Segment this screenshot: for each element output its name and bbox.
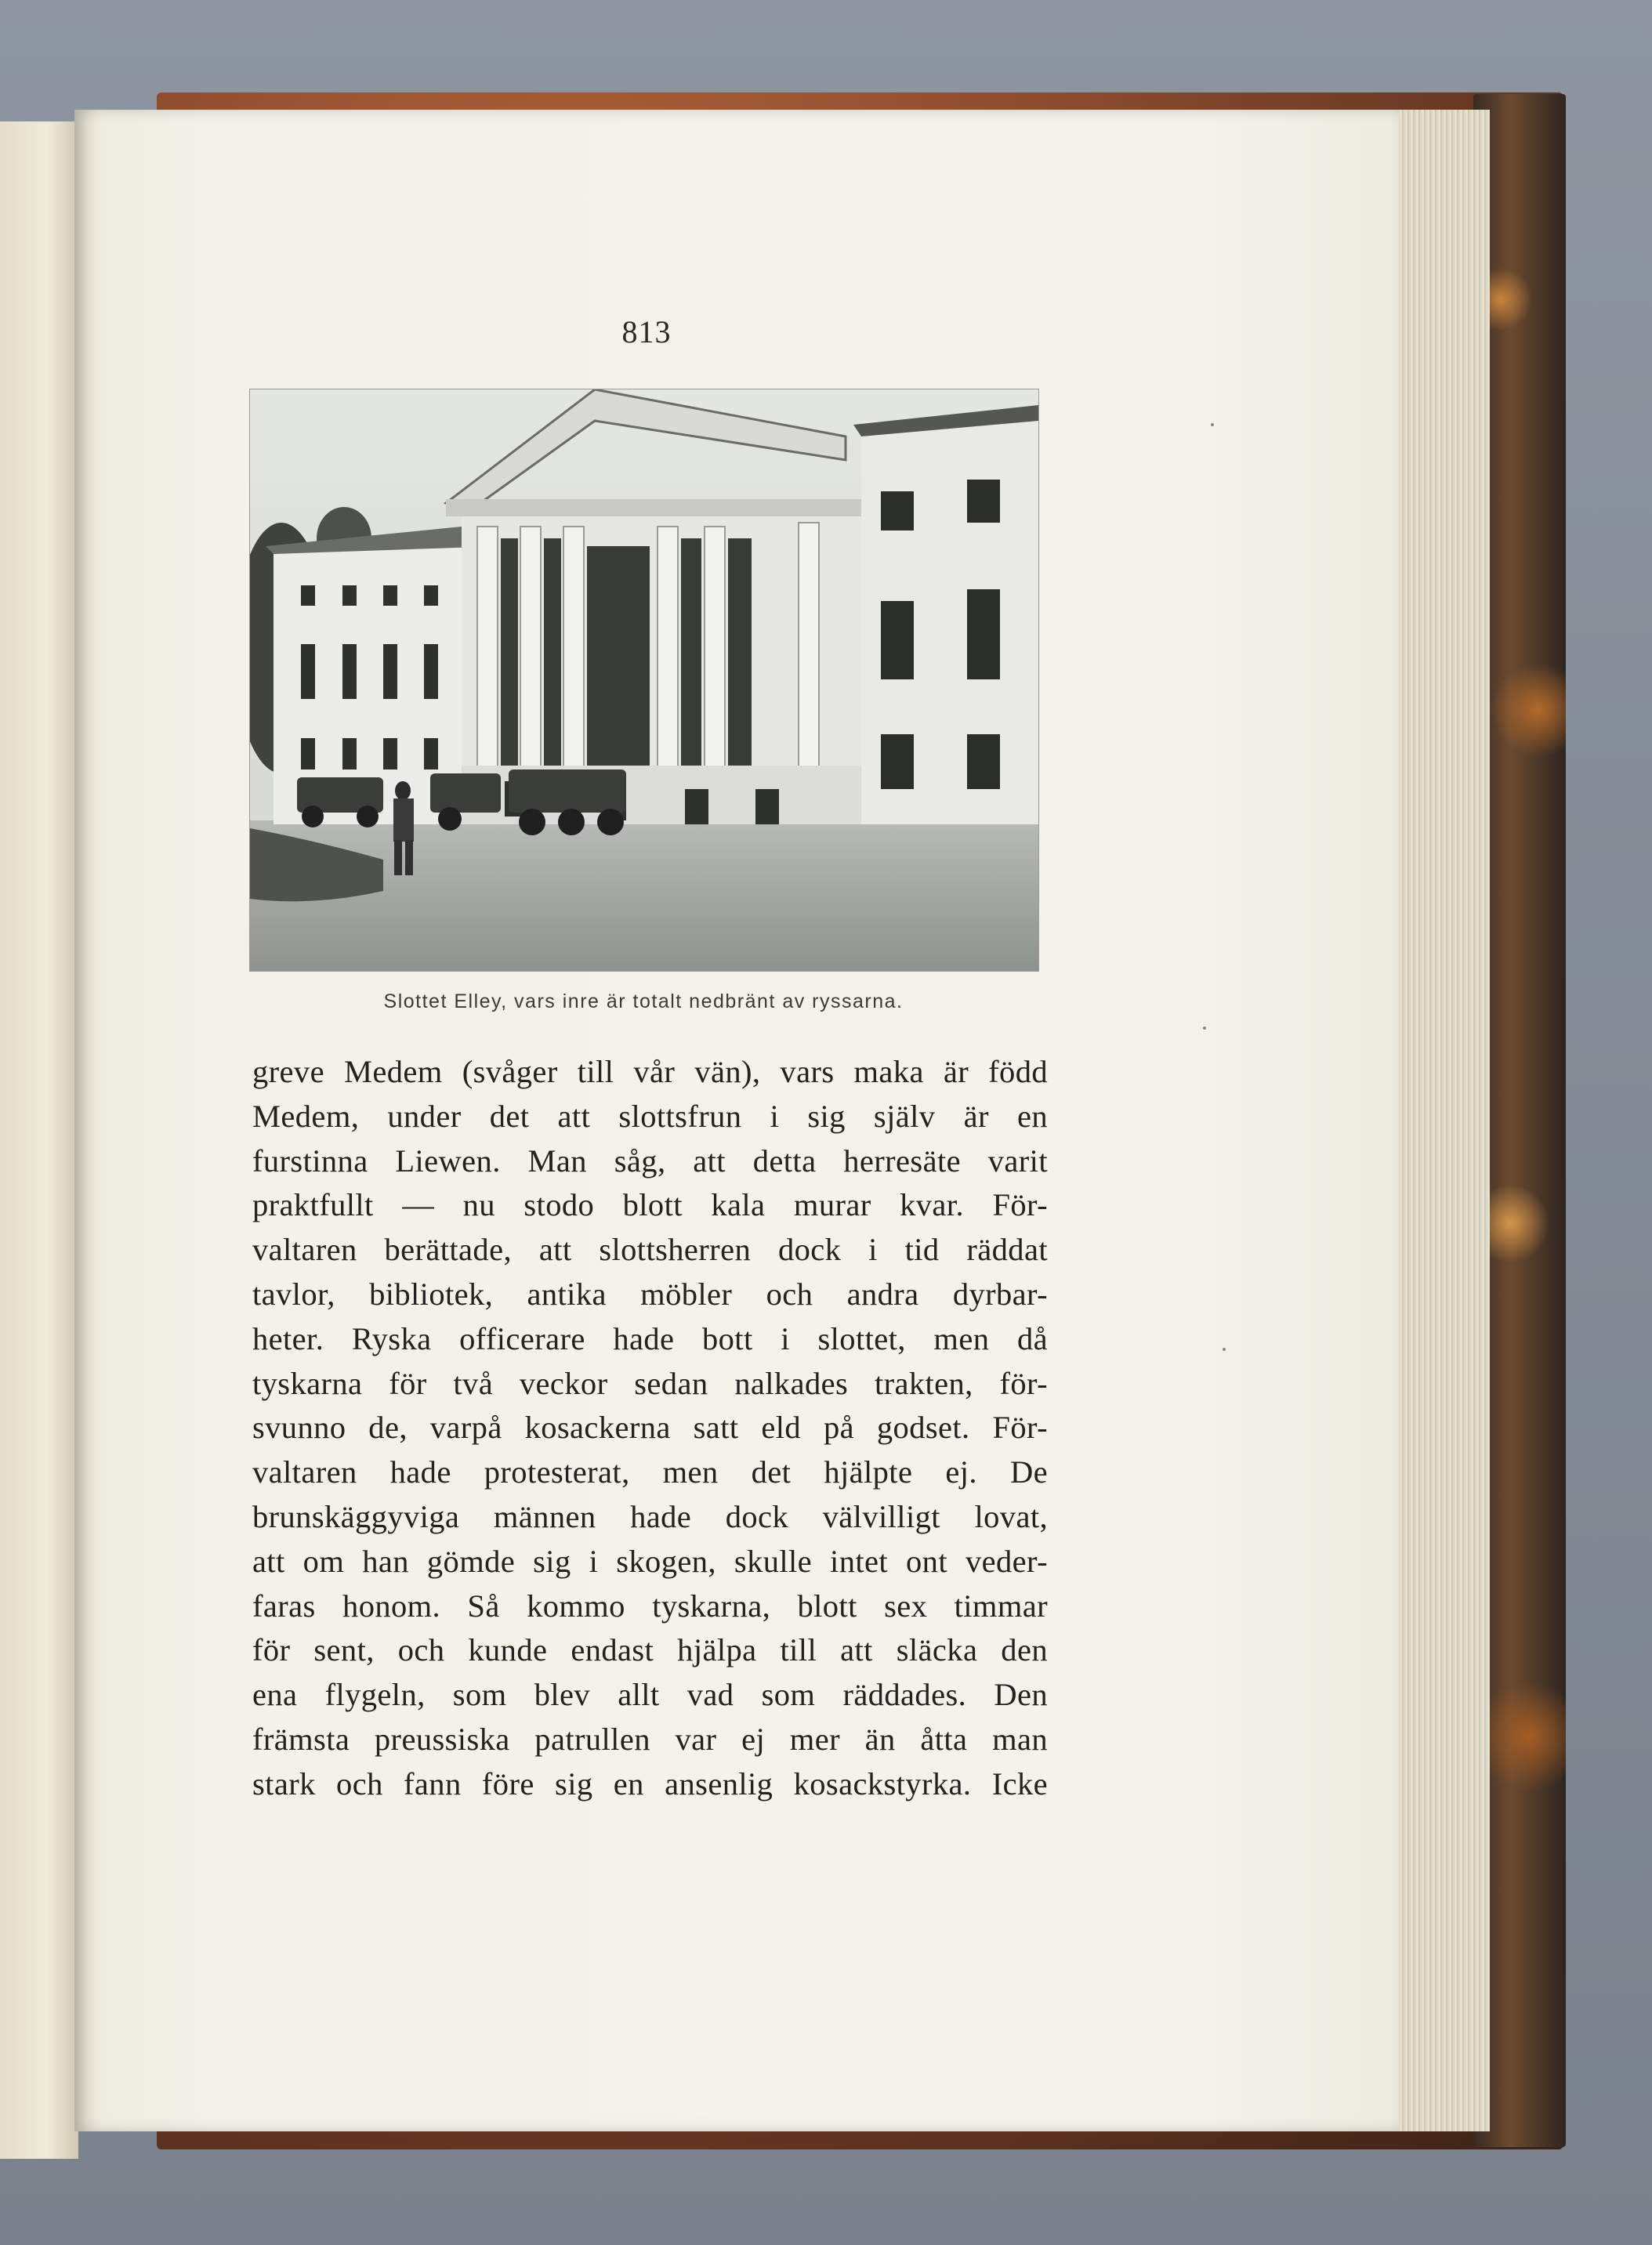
text-line: brunskäggyviga männen hade dock välvilligt lovat,	[252, 1498, 1048, 1534]
text-line: att om han gömde sig i skogen, skulle intet ont veder-	[252, 1543, 1048, 1579]
facing-page-edge	[0, 121, 78, 2159]
text-line: greve Medem (svåger till vår vän), vars maka är född	[252, 1054, 1048, 1089]
text-line: för sent, och kunde endast hjälpa till att släcka den	[252, 1632, 1048, 1668]
text-line: tyskarna för två veckor sedan nalkades trakten, för-	[252, 1365, 1048, 1401]
page-number: 813	[621, 314, 672, 349]
page-speck	[1223, 1348, 1226, 1351]
text-line: furstinna Liewen. Man såg, att detta herresäte varit	[252, 1142, 1048, 1179]
body-text	[252, 1050, 1048, 1807]
page-block-edges	[1387, 110, 1490, 2131]
text-line: valtaren berättade, att slottsherren dock i tid räddat	[252, 1232, 1048, 1268]
text-line: Medem, under det att slottsfrun i sig själv är en	[252, 1098, 1048, 1134]
photo-caption: Slottet Elley, vars inre är totalt nedbränt av ryssarna.	[383, 990, 904, 1012]
text-line: ena flygeln, som blev allt vad som räddades. Den	[252, 1677, 1048, 1713]
text-line: valtaren hade protesterat, men det hjälpte ej. De	[252, 1454, 1048, 1490]
castle-photograph	[249, 389, 1039, 972]
photo-castle-icon	[250, 389, 1038, 971]
text-line: svunno de, varpå kosackerna satt eld på godset. För-	[252, 1410, 1048, 1446]
page-speck	[1211, 423, 1214, 426]
page-speck	[1203, 1027, 1206, 1030]
text-line: tavlor, bibliotek, antika möbler och andra dyrbar-	[252, 1276, 1048, 1312]
text-line: stark och fann före sig en ansenlig kosackstyrka. Icke	[252, 1765, 1048, 1801]
text-line: heter. Ryska officerare hade bott i slottet, men då	[252, 1320, 1048, 1356]
text-line: främsta preussiska patrullen var ej mer än åtta man	[252, 1721, 1048, 1757]
text-line: faras honom. Så kommo tyskarna, blott sex timmar	[252, 1588, 1048, 1624]
text-line: praktfullt — nu stodo blott kala murar kvar. För-	[252, 1187, 1048, 1223]
